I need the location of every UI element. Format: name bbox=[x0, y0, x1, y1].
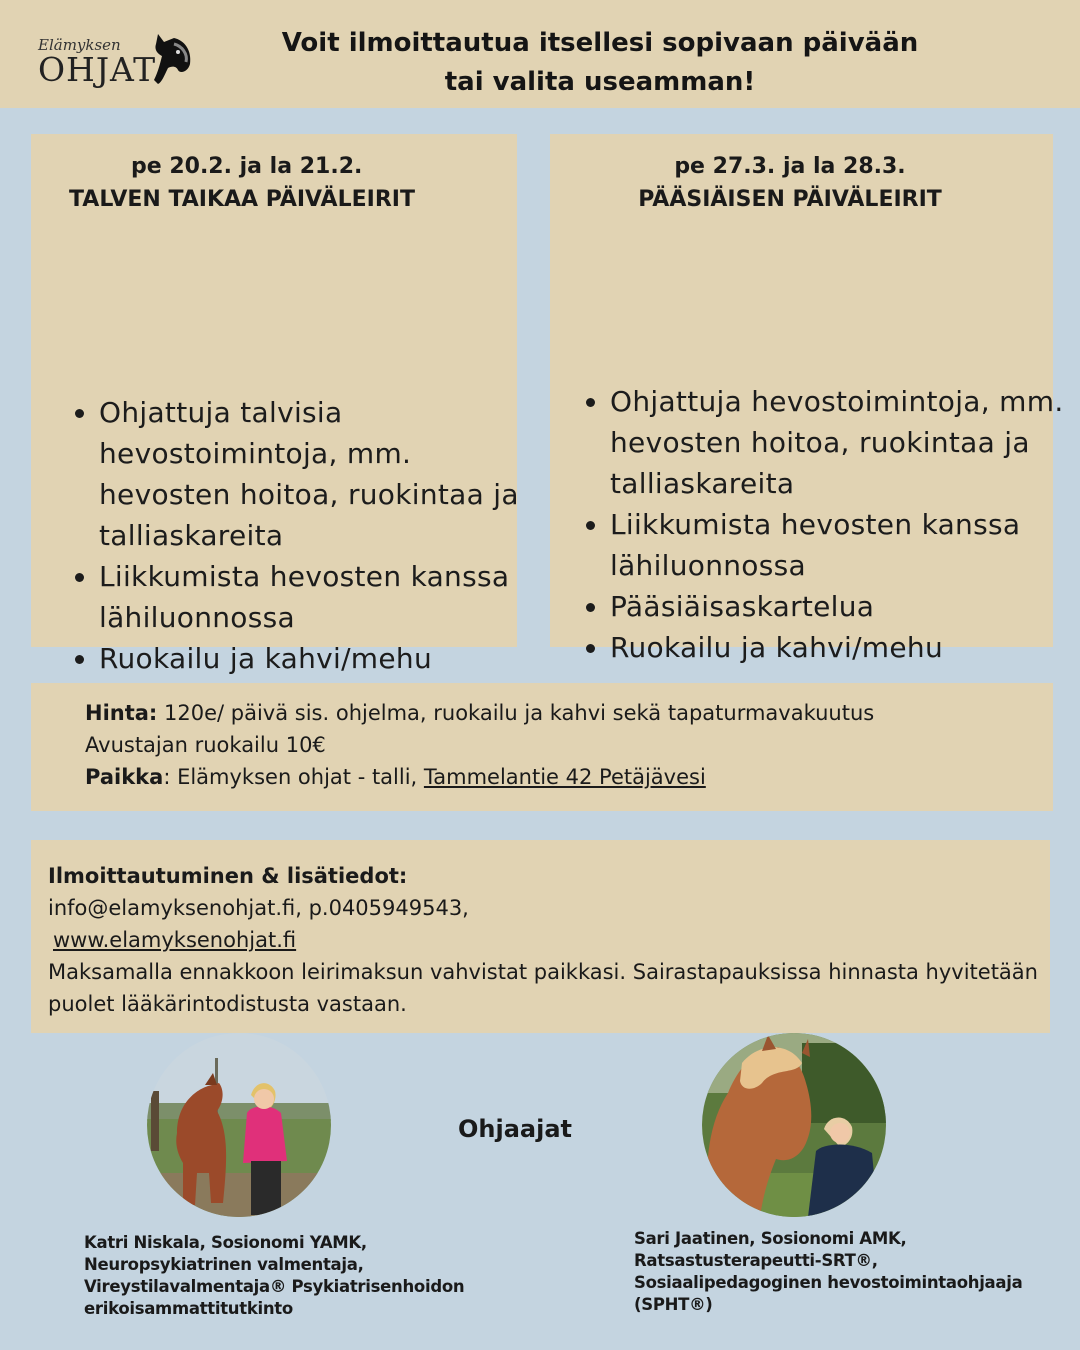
headline bbox=[230, 24, 970, 102]
camp-title: PÄÄSIÄISEN PÄIVÄLEIRIT bbox=[638, 187, 942, 212]
price-place-panel bbox=[31, 683, 1053, 811]
headline-line-2: tai valita useamman! bbox=[444, 67, 756, 97]
website-link[interactable]: www.elamyksenohjat.fi bbox=[53, 928, 297, 952]
activity-item: • Liikkumista hevosten kanssa lähiluonnossa bbox=[610, 504, 1080, 586]
header-banner bbox=[0, 0, 1080, 108]
place-label: Paikka bbox=[85, 765, 164, 789]
bio-line: Sosiaalipedagoginen hevostoimintaohjaaja bbox=[634, 1273, 1023, 1292]
activity-item: • Ohjattuja talvisia hevostoimintoja, mm. hevosten hoitoa, ruokintaa ja talliaskareita bbox=[99, 392, 519, 556]
headline-line-1: Voit ilmoittautua itsellesi sopivaan päivään bbox=[281, 28, 919, 58]
activity-item: • Pääsiäisaskartelua bbox=[610, 586, 1080, 627]
price-line bbox=[85, 697, 874, 729]
camp-dates: pe 27.3. ja la 28.3. bbox=[674, 154, 906, 179]
instructor-photo-sari bbox=[702, 1033, 886, 1217]
camp-card-easter bbox=[550, 134, 1064, 664]
contact-lines bbox=[48, 860, 1038, 1020]
horse-head-icon bbox=[144, 30, 194, 86]
contact-panel bbox=[31, 840, 1050, 1033]
place-text: : Elämyksen ohjat - talli, bbox=[163, 765, 424, 789]
bio-line: erikoisammattitutkinto bbox=[84, 1299, 293, 1318]
instructor-bio-sari bbox=[634, 1228, 1074, 1316]
bio-line: (SPHT®) bbox=[634, 1295, 713, 1314]
activity-list bbox=[69, 392, 519, 679]
instructors-title: Ohjaajat bbox=[458, 1115, 572, 1143]
payment-note: Maksamalla ennakkoon leirimaksun vahvistat paikkasi. Sairastapauksissa hinnasta hyvitetään puolet lääkärintodistusta vastaan. bbox=[48, 960, 1038, 1016]
activity-list bbox=[580, 381, 1080, 668]
instructor-photo-image bbox=[147, 1033, 331, 1217]
activity-item: • Ruokailu ja kahvi/mehu bbox=[610, 627, 1080, 668]
price-label: Hinta: bbox=[85, 701, 158, 725]
bio-line: Sari Jaatinen, Sosionomi AMK, bbox=[634, 1229, 907, 1248]
place-line bbox=[85, 761, 874, 793]
bio-line: Neuropsykiatrinen valmentaja, bbox=[84, 1255, 364, 1274]
camp-dates: pe 20.2. ja la 21.2. bbox=[131, 154, 363, 179]
bio-line: Ratsastusterapeutti-SRT®, bbox=[634, 1251, 878, 1270]
assistant-meal-line: Avustajan ruokailu 10€ bbox=[85, 733, 326, 757]
address-link[interactable]: Tammelantie 42 Petäjävesi bbox=[423, 765, 706, 789]
activity-item: • Ruokailu ja kahvi/mehu bbox=[99, 638, 519, 679]
logo-big-text: OHJAT bbox=[38, 50, 157, 89]
activity-item: • Liikkumista hevosten kanssa lähiluonnossa bbox=[99, 556, 519, 638]
contact-title: Ilmoittautuminen & lisätiedot: bbox=[48, 864, 408, 888]
bio-line: Katri Niskala, Sosionomi YAMK, bbox=[84, 1233, 367, 1252]
activity-item: • Ohjattuja hevostoimintoja, mm. hevosten hoitoa, ruokintaa ja talliaskareita bbox=[610, 381, 1080, 504]
bio-line: Vireystilavalmentaja® Psykiatrisenhoidon bbox=[84, 1277, 465, 1296]
price-text: 120e/ päivä sis. ohjelma, ruokailu ja kahvi sekä tapaturmavakuutus bbox=[157, 701, 875, 725]
instructor-photo-katri bbox=[147, 1033, 331, 1217]
camp-card-winter bbox=[31, 134, 519, 675]
email-phone[interactable]: info@elamyksenohjat.fi, p.0405949543, bbox=[48, 896, 469, 920]
logo[interactable] bbox=[38, 30, 198, 92]
instructor-photo-image bbox=[702, 1033, 886, 1217]
price-place-lines bbox=[85, 697, 874, 793]
instructor-bio-katri bbox=[84, 1232, 504, 1320]
logo-small-text: Elämyksen bbox=[38, 36, 121, 54]
camp-title: TALVEN TAIKAA PÄIVÄLEIRIT bbox=[69, 187, 415, 212]
